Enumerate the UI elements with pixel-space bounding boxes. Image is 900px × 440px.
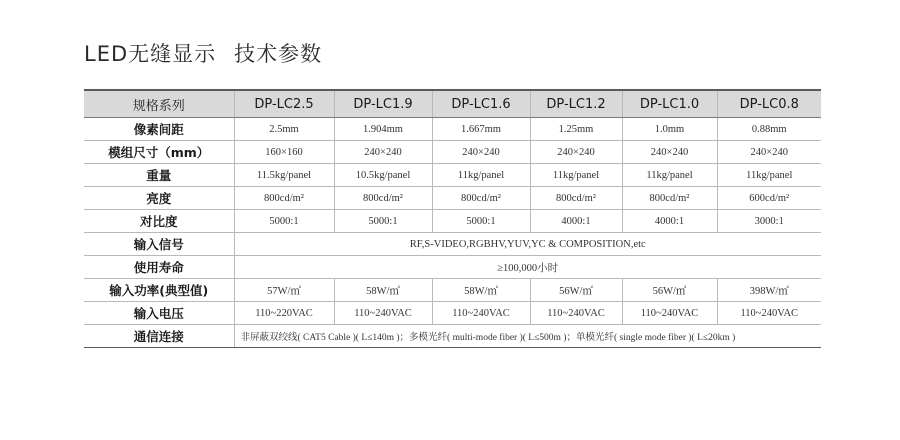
row-label: 模组尺寸（mm） [84,141,234,164]
table-cell: 110~240VAC [334,302,432,325]
table-cell: 11kg/panel [717,164,821,187]
table-cell: 110~240VAC [717,302,821,325]
header-model: DP-LC2.5 [234,90,334,118]
table-cell: 240×240 [622,141,717,164]
row-label: 输入信号 [84,233,234,256]
table-cell: 110~240VAC [622,302,717,325]
table-cell: 240×240 [717,141,821,164]
table-cell: 5000:1 [432,210,530,233]
table-cell: 398W/㎡ [717,279,821,302]
header-model: DP-LC1.6 [432,90,530,118]
table-cell: 11.5kg/panel [234,164,334,187]
table-cell: 240×240 [334,141,432,164]
row-label: 输入电压 [84,302,234,325]
table-row-input-signal [84,233,821,256]
row-label: 对比度 [84,210,234,233]
table-cell: 3000:1 [717,210,821,233]
table-cell: 57W/㎡ [234,279,334,302]
table-cell: 4000:1 [530,210,622,233]
table-cell: 56W/㎡ [530,279,622,302]
table-cell: 160×160 [234,141,334,164]
table-header-row [84,90,821,118]
table-row-comm [84,325,821,348]
table-cell: 0.88mm [717,118,821,141]
table-cell: 1.25mm [530,118,622,141]
page-title [84,38,322,68]
table-cell: 10.5kg/panel [334,164,432,187]
table-cell: 58W/㎡ [334,279,432,302]
table-row-power [84,279,821,302]
row-label: 像素间距 [84,118,234,141]
table-cell: RF,S-VIDEO,RGBHV,YUV,YC & COMPOSITION,etc [234,233,821,256]
table-cell: 800cd/m² [334,187,432,210]
table-row-module [84,141,821,164]
row-label: 重量 [84,164,234,187]
header-model: DP-LC1.9 [334,90,432,118]
table-cell: 110~240VAC [530,302,622,325]
title-sub: 技术参数 [234,42,323,66]
row-label: 通信连接 [84,325,234,348]
table-cell: 1.904mm [334,118,432,141]
table-cell: 800cd/m² [622,187,717,210]
table-cell: 240×240 [432,141,530,164]
header-model: DP-LC1.2 [530,90,622,118]
table-cell: 非屏蔽双绞线( CAT5 Cable )( L≤140m )；多模光纤( multi-mode fiber )( L≤500m )；单模光纤( single mode fiber )( L≤20km ) [234,325,821,348]
table-row-pitch [84,118,821,141]
table-cell: 5000:1 [234,210,334,233]
row-label: 使用寿命 [84,256,234,279]
table-cell: 5000:1 [334,210,432,233]
header-model: DP-LC0.8 [717,90,821,118]
table-cell: 1.0mm [622,118,717,141]
table-cell: ≥100,000小时 [234,256,821,279]
table-cell: 56W/㎡ [622,279,717,302]
table-cell: 110~240VAC [432,302,530,325]
table-row-lifetime [84,256,821,279]
table-cell: 240×240 [530,141,622,164]
title-main: LED无缝显示 [84,42,217,66]
table-cell: 110~220VAC [234,302,334,325]
spec-table [84,89,821,348]
table-cell: 800cd/m² [234,187,334,210]
table-cell: 800cd/m² [530,187,622,210]
table-cell: 4000:1 [622,210,717,233]
header-label: 规格系列 [84,90,234,118]
table-cell: 58W/㎡ [432,279,530,302]
table-cell: 1.667mm [432,118,530,141]
table-cell: 800cd/m² [432,187,530,210]
table-cell: 11kg/panel [622,164,717,187]
row-label: 亮度 [84,187,234,210]
table-row-voltage [84,302,821,325]
row-label: 输入功率(典型值) [84,279,234,302]
table-row-brightness [84,187,821,210]
table-cell: 11kg/panel [432,164,530,187]
table-cell: 11kg/panel [530,164,622,187]
table-cell: 2.5mm [234,118,334,141]
table-cell: 600cd/m² [717,187,821,210]
header-model: DP-LC1.0 [622,90,717,118]
table-row-weight [84,164,821,187]
table-row-contrast [84,210,821,233]
